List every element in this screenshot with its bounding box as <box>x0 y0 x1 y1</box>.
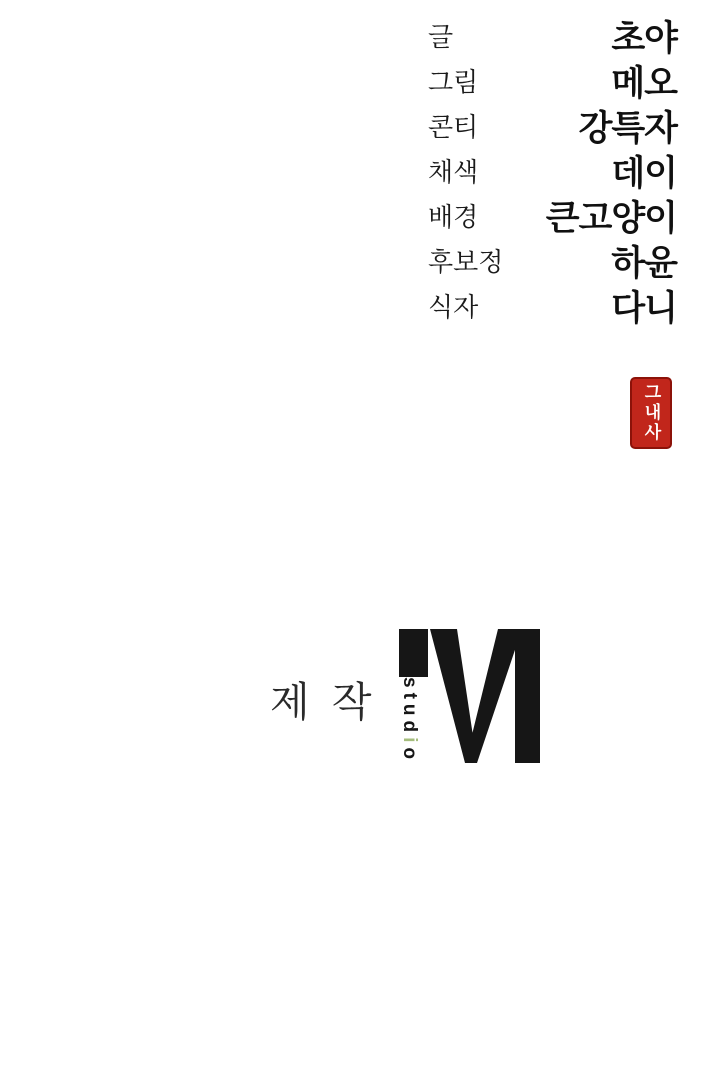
credit-role: 그림 <box>428 68 479 97</box>
studio-m-logo <box>399 629 540 763</box>
credit-role: 후보정 <box>428 248 504 277</box>
credit-name: 메오 <box>611 63 677 103</box>
credit-name: 다니 <box>611 288 677 328</box>
credit-role: 채색 <box>428 158 479 187</box>
studio-wordmark <box>398 677 420 763</box>
m-letterform-icon <box>399 629 540 763</box>
credit-role: 식자 <box>428 293 479 322</box>
credit-role: 배경 <box>428 203 479 232</box>
credit-row <box>428 58 677 103</box>
credit-role: 콘티 <box>428 113 479 142</box>
studio-i-accent: i <box>399 737 420 748</box>
studio-text-end: o <box>399 747 420 764</box>
credit-name: 큰고양이 <box>545 198 677 238</box>
credit-row <box>428 283 677 328</box>
credits-list <box>428 13 677 328</box>
credit-name: 데이 <box>611 153 677 193</box>
credit-row <box>428 238 677 283</box>
production-label: 제 작 <box>270 679 378 725</box>
credit-row <box>428 103 677 148</box>
credit-name: 강특자 <box>578 108 677 148</box>
seal-text: 그내사 <box>641 383 661 443</box>
credit-name: 초야 <box>611 18 677 58</box>
credit-role: 글 <box>428 23 454 52</box>
credit-name: 하윤 <box>611 243 677 283</box>
studio-text-start: stud <box>399 677 420 738</box>
credit-row <box>428 148 677 193</box>
title-seal <box>630 377 672 449</box>
credit-row <box>428 13 677 58</box>
credit-row <box>428 193 677 238</box>
